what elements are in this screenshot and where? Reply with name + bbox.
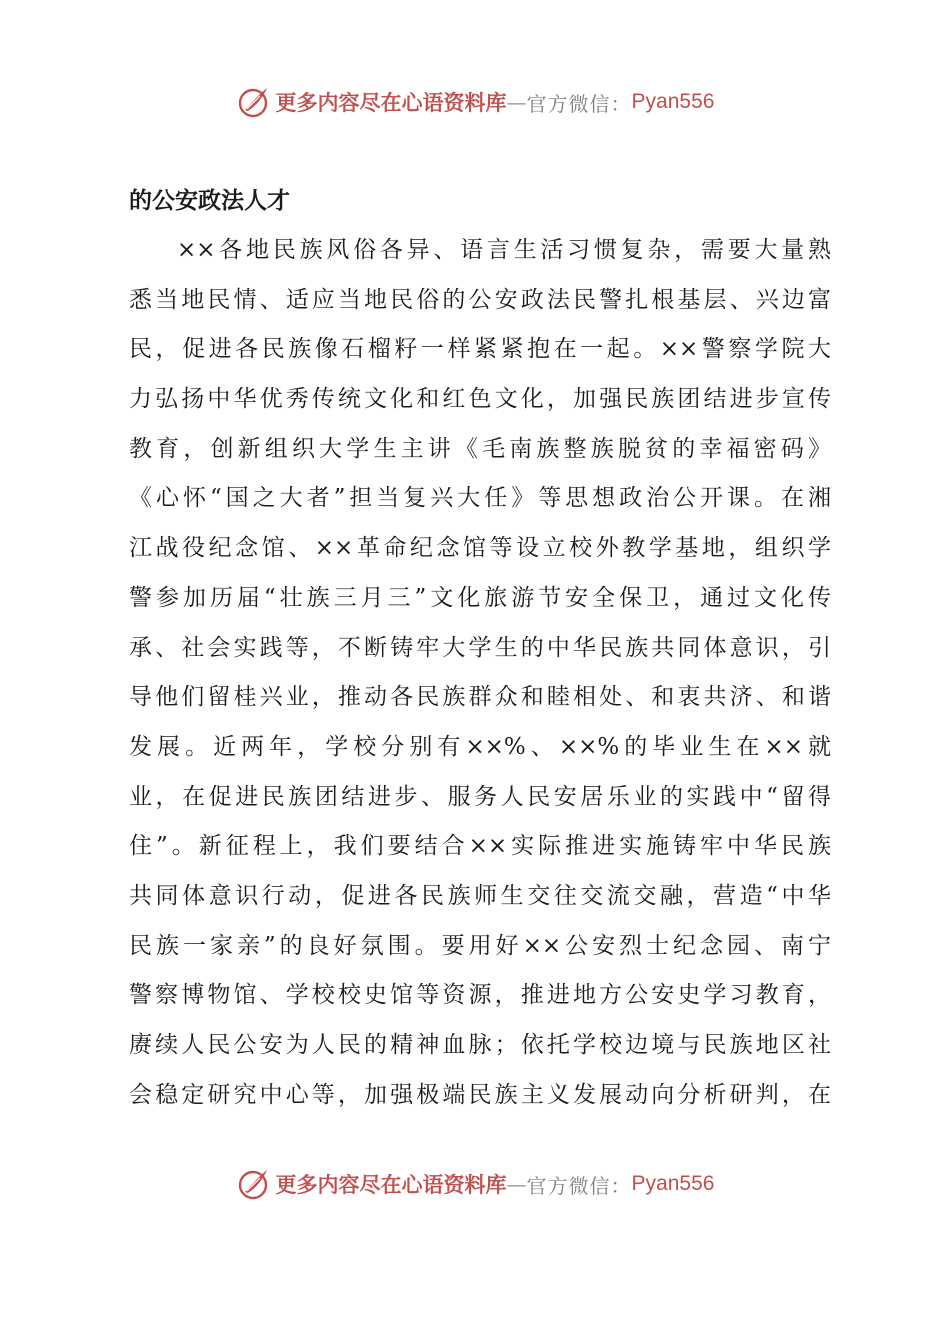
watermark-dash: — — [506, 90, 527, 114]
watermark-brand-text: 更多内容尽在心语资料库 — [275, 1172, 507, 1197]
watermark-wechat-id: Pyan556 — [631, 90, 715, 113]
paragraph-line: ××各地民族风俗各异、语言生活习惯复杂，需要大量熟 — [177, 237, 831, 263]
quill-pen-logo-icon — [236, 84, 272, 120]
footer-watermark — [0, 1162, 950, 1206]
quill-pen-logo-icon — [236, 1166, 272, 1202]
paragraph-line: 导他们留桂兴业，推动各民族群众和睦相处、和衷共济、和谐 — [129, 684, 831, 711]
paragraph-line: 警参加历届“壮族三月三”文化旅游节安全保卫，通过文化传 — [129, 584, 831, 611]
paragraph-line: 民族一家亲”的良好氛围。要用好××公安烈士纪念园、南宁 — [129, 932, 831, 959]
paragraph-line: 住”。新征程上，我们要结合××实际推进实施铸牢中华民族 — [129, 833, 831, 860]
section-heading: 的公安政法人才 — [129, 188, 290, 214]
paragraph-line: 民，促进各民族像石榴籽一样紧紧抱在一起。××警察学院大 — [129, 336, 831, 363]
paragraph-line: 警察博物馆、学校校史馆等资源，推进地方公安史学习教育， — [129, 982, 831, 1009]
watermark-wechat-label: 官方微信： — [526, 91, 632, 116]
watermark-wechat-id: Pyan556 — [631, 1172, 715, 1195]
paragraph-line: 悉当地民情、适应当地民俗的公安政法民警扎根基层、兴边富 — [129, 286, 831, 313]
paragraph-line: 共同体意识行动，促进各民族师生交往交流交融，营造“中华 — [129, 882, 831, 909]
paragraph-line: 业，在促进民族团结进步、服务人民安居乐业的实践中“留得 — [129, 783, 831, 810]
paragraph-line: 《心怀“国之大者”担当复兴大任》等思想政治公开课。在湘 — [129, 485, 831, 512]
watermark-dash: — — [506, 1172, 527, 1196]
paragraph-line: 教育，创新组织大学生主讲《毛南族整族脱贫的幸福密码》 — [129, 435, 831, 462]
paragraph-line: 江战役纪念馆、××革命纪念馆等设立校外教学基地，组织学 — [129, 535, 831, 562]
document-body — [129, 176, 831, 1120]
paragraph-line: 发展。近两年，学校分别有××%、××%的毕业生在××就 — [129, 733, 831, 760]
paragraph-line: 力弘扬中华优秀传统文化和红色文化，加强民族团结进步宣传 — [129, 386, 831, 413]
watermark-brand-text: 更多内容尽在心语资料库 — [275, 90, 507, 115]
paragraph-line: 承、社会实践等，不断铸牢大学生的中华民族共同体意识，引 — [129, 634, 831, 661]
header-watermark — [0, 80, 950, 124]
watermark-wechat-label: 官方微信： — [526, 1173, 632, 1198]
paragraph-line: 会稳定研究中心等，加强极端民族主义发展动向分析研判，在 — [129, 1081, 831, 1108]
paragraph-line: 赓续人民公安为人民的精神血脉；依托学校边境与民族地区社 — [129, 1032, 831, 1058]
